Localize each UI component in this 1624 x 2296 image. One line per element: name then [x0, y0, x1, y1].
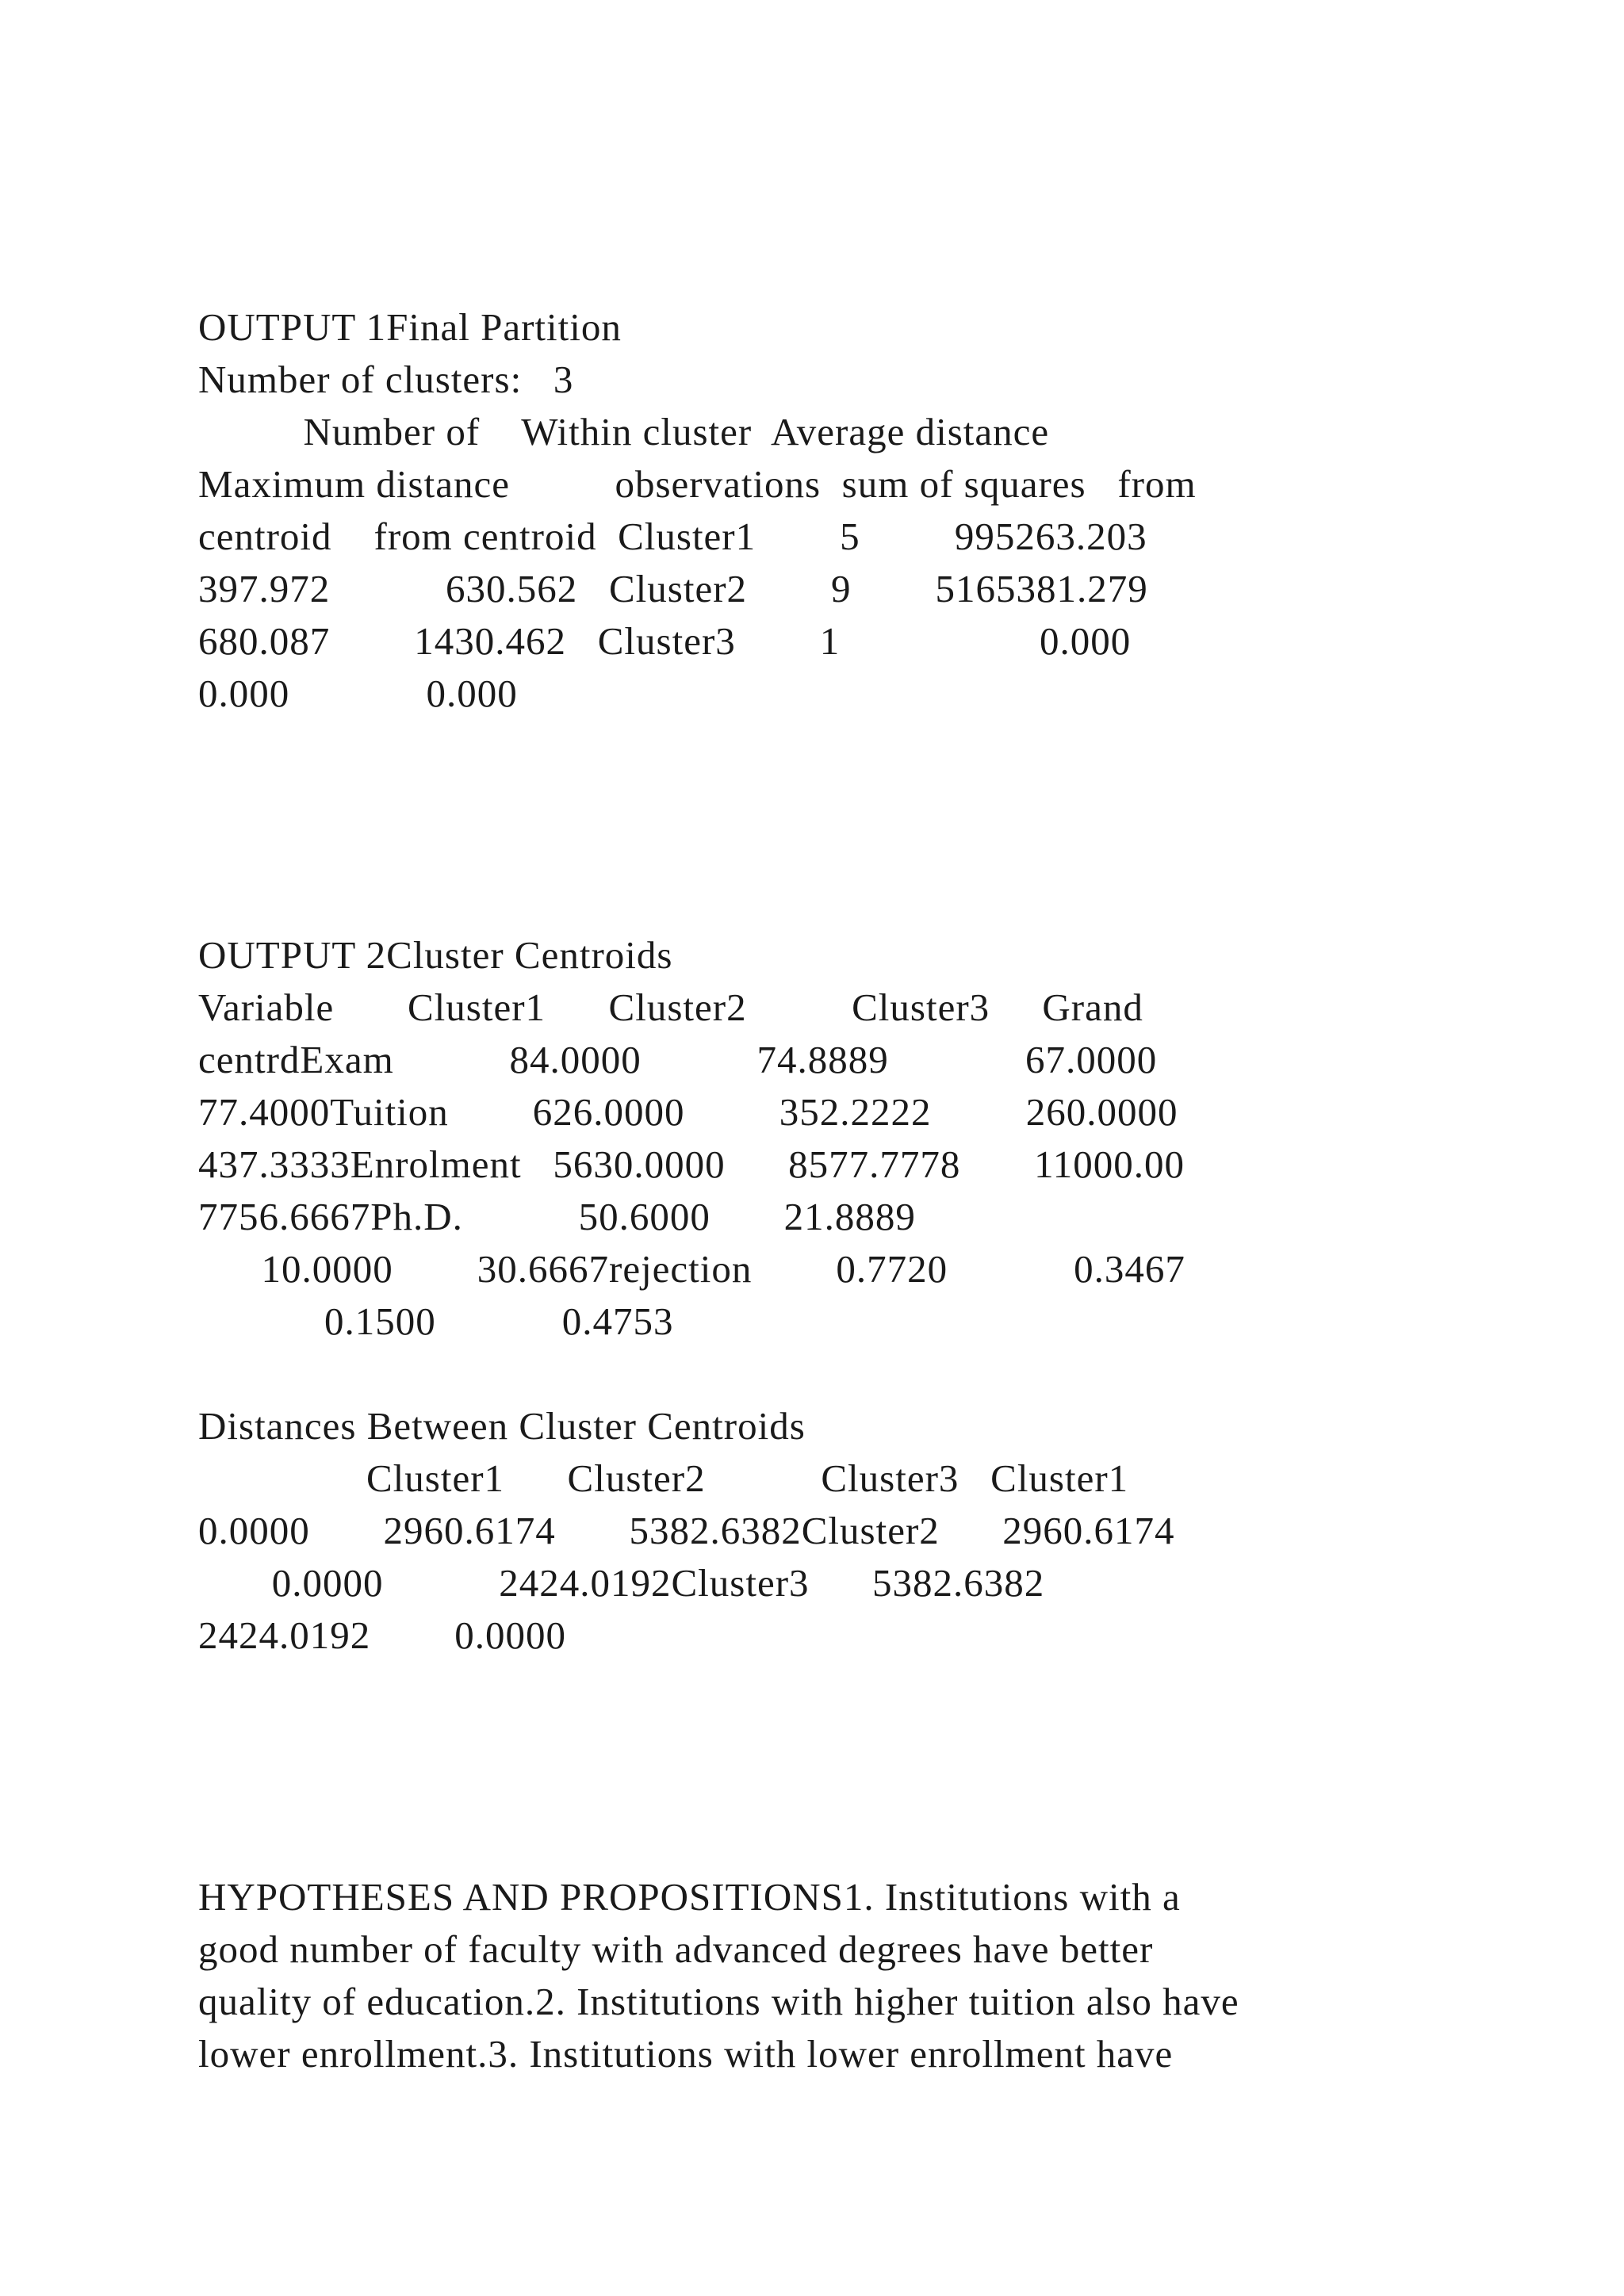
hypotheses-line-2: good number of faculty with advanced degrees have better: [198, 1927, 1154, 1971]
distances-header: Cluster1 Cluster2 Cluster3 Cluster1: [198, 1456, 1129, 1500]
partition-row-line-2: 397.972 630.562 Cluster2 9 5165381.279: [198, 567, 1148, 610]
hypotheses-line-3: quality of education.2. Institutions with higher tuition also have: [198, 1980, 1239, 2023]
partition-row-line-1: centroid from centroid Cluster1 5 995263.203: [198, 515, 1147, 558]
partition-row-line-3: 680.087 1430.462 Cluster3 1 0.000: [198, 619, 1132, 663]
distances-line-2: 0.0000 2424.0192Cluster3 5382.6382: [198, 1561, 1045, 1605]
hypotheses-line-4: lower enrollment.3. Institutions with lower enrollment have: [198, 2032, 1174, 2076]
centroids-header: Variable Cluster1 Cluster2 Cluster3 Grand: [198, 985, 1143, 1029]
partition-header-line-2: Maximum distance observations sum of squares from: [198, 462, 1197, 506]
output2-title: OUTPUT 2Cluster Centroids: [198, 933, 673, 977]
centroids-line-4: 7756.6667Ph.D. 50.6000 21.8889: [198, 1195, 916, 1238]
number-of-clusters: Number of clusters: 3: [198, 358, 574, 401]
distances-title: Distances Between Cluster Centroids: [198, 1404, 806, 1448]
distances-line-3: 2424.0192 0.0000: [198, 1613, 566, 1657]
partition-header-line-1: Number of Within cluster Average distance: [198, 410, 1050, 453]
centroids-line-6: 0.1500 0.4753: [198, 1299, 674, 1343]
output1-title: OUTPUT 1Final Partition: [198, 305, 622, 349]
distances-line-1: 0.0000 2960.6174 5382.6382Cluster2 2960.6174: [198, 1509, 1175, 1552]
hypotheses-line-1: HYPOTHESES AND PROPOSITIONS1. Institutions with a: [198, 1875, 1181, 1919]
centroids-line-1: centrdExam 84.0000 74.8889 67.0000: [198, 1038, 1158, 1081]
centroids-line-2: 77.4000Tuition 626.0000 352.2222 260.0000: [198, 1090, 1178, 1134]
centroids-line-3: 437.3333Enrolment 5630.0000 8577.7778 11000.00: [198, 1142, 1185, 1186]
centroids-line-5: 10.0000 30.6667rejection 0.7720 0.3467: [198, 1247, 1185, 1291]
partition-row-line-4: 0.000 0.000: [198, 672, 518, 715]
